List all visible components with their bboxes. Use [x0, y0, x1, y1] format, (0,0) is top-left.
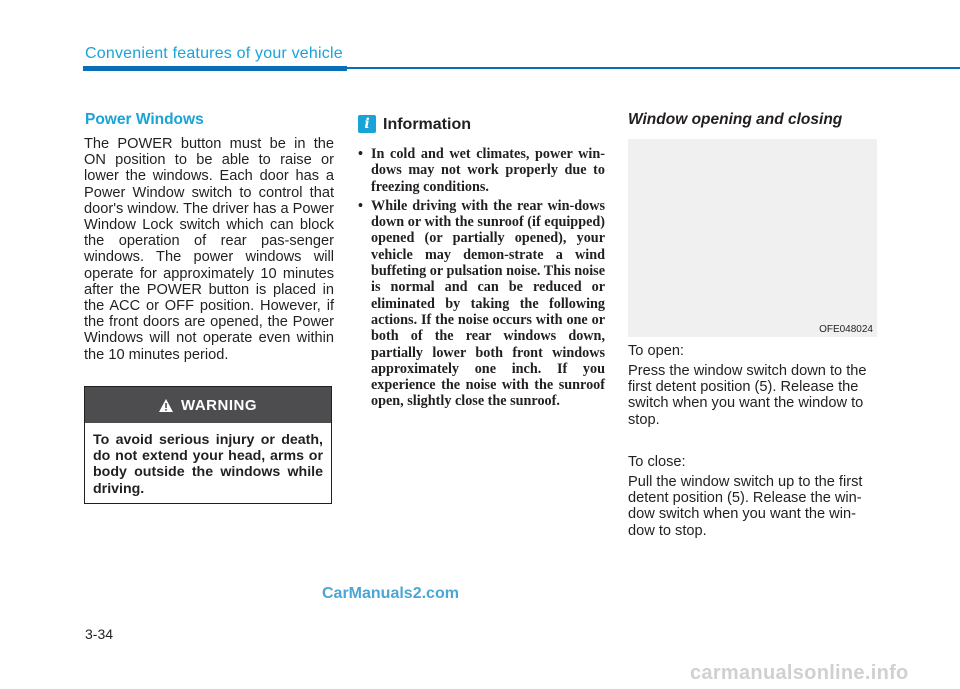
list-item-text: While driving with the rear win-dows down or with the sunroof (if equipped) opened (or partially opened), your vehicle may demon-strate a wind buffeting or pulsation noise. This noise is normal and can be reduced or eliminated by taking the following actions. If the noise occurs with one or both of the rear windows down, partially lower both front windows approximately one inch. If you experience the noise with the sunroof open, slightly close the sunroof. — [371, 197, 605, 410]
warning-box — [84, 386, 332, 504]
window-section-title: Window opening and closing — [628, 111, 843, 128]
list-item: • While driving with the rear win-dows down or with the sunroof (if equipped) opened (or partially opened), your vehicle may demon-strate a wind buffeting or pulsation noise. This noise is normal and can be reduced or eliminated by taking the following actions. If the noise occurs with one or both of the rear windows down, partially lower both front windows approximately one inch. If you experience the noise with the sunroof open, slightly close the sunroof. — [358, 197, 605, 410]
warning-label: WARNING — [181, 396, 257, 414]
header-bar — [83, 66, 347, 71]
list-item: • In cold and wet climates, power win-dows may not work properly due to freezing conditions. — [358, 146, 605, 195]
power-windows-body: The POWER button must be in the ON position to be able to raise or lower the windows. Each door has a Power Window switch to control that door's window. The driver has a Power Window Lock switch which can block the operation of rear pas-senger windows. The power windows will operate for approximately 10 minutes after the POWER button is placed in the ACC or OFF position. However, if the front doors are opened, the Power Windows will not operate even within the 10 minutes period. — [84, 136, 334, 363]
page-number: 3-34 — [85, 626, 114, 642]
watermark-link[interactable]: CarManuals2.com — [322, 585, 459, 602]
watermark-footer: carmanualsonline.info — [690, 662, 909, 684]
warning-triangle-icon — [159, 399, 173, 412]
open-label: To open: — [628, 343, 684, 359]
info-icon: i — [358, 115, 376, 133]
information-title: Information — [383, 116, 471, 133]
information-list — [358, 146, 605, 413]
list-item-text: In cold and wet climates, power win-dows may not work properly due to freezing conditions. — [371, 146, 605, 195]
section-title-power-windows: Power Windows — [85, 111, 204, 128]
figure-code: OFE048024 — [819, 324, 873, 335]
header-rule — [347, 67, 960, 69]
close-label: To close: — [628, 454, 686, 470]
warning-text: To avoid serious injury or death, do not extend your head, arms or body outside the windows while driving. — [93, 432, 323, 497]
warning-header — [85, 387, 331, 423]
window-switch-figure — [628, 139, 877, 337]
header-title: Convenient features of your vehicle — [85, 45, 343, 62]
close-text: Pull the window switch up to the first detent position (5). Release the win-dow switch when you want the win-dow to stop. — [628, 474, 863, 539]
open-text: Press the window switch down to the first detent position (5). Release the switch when you want the window to stop. — [628, 363, 867, 428]
